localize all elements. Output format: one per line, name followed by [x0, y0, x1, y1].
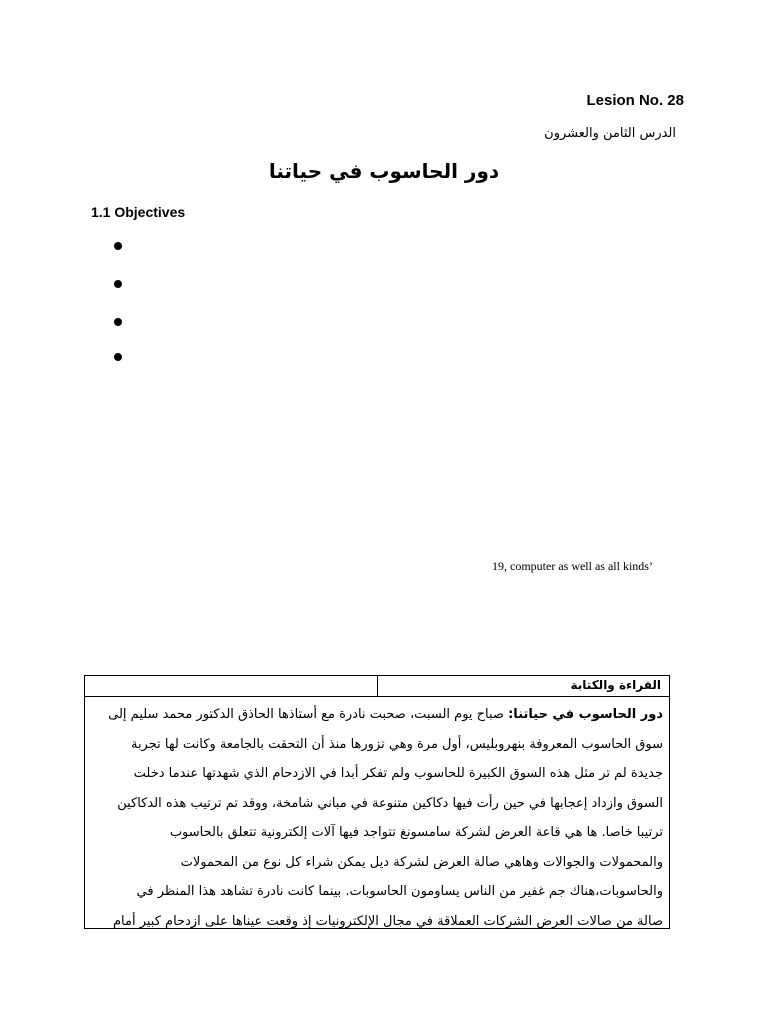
table-header-row	[85, 676, 669, 697]
passage-line: جديدة لم تر مثل هذه السوق الكبيرة للحاسوب ولم تفكر أبدا في الازدحام الذي شهدتها عندما دخلت	[133, 766, 663, 781]
passage-line: والمحمولات والجوالات وهاهي صالة العرض لشركة ديل يمكن شراء كل نوع من المحمولات	[180, 854, 663, 870]
reading-passage	[93, 700, 663, 936]
bullet-point	[114, 318, 122, 326]
passage-line: صالة من صالات العرض الشركات العملاقة في مجال الإلكترونيات إذ وقعت عيناها على ازدحام كبير أمام	[112, 913, 663, 929]
passage-line: السوق وازداد إعجابها في حين رأت فيها دكاكين متنوعة في مباني شامخة، ووقد تم ترتيب هذه الدكاكين	[117, 795, 663, 811]
passage-line: سوق الحاسوب المعروفة بنهروبليس، أول مرة وهي تزورها منذ أن التحقت بالجامعة وكانت لها تجربة	[130, 736, 663, 752]
passage-line: دور الحاسوب في حياتنا: صباح يوم السبت، صحبت نادرة مع أستاذها الحاذق الدكتور محمد سليم إلى	[108, 707, 663, 722]
reading-table	[84, 675, 670, 929]
passage-lead: دور الحاسوب في حياتنا:	[508, 707, 663, 722]
objectives-heading: 1.1 Objectives	[91, 204, 186, 220]
lesson-number: Lesion No. 28	[586, 92, 684, 109]
bullet-point	[114, 242, 122, 250]
page-title: دور الحاسوب في حياتنا	[268, 159, 500, 183]
lesson-number-arabic: الدرس الثامن والعشرون	[544, 126, 676, 141]
column-divider	[377, 676, 378, 696]
reading-writing-label: القراءة والكتابة	[570, 678, 661, 692]
passage-line: ترتيبا خاصا. ها هي قاعة العرض لشركة سامسونغ تتواجد فيها آلات إلكترونية تتعلق بالحاسوب	[169, 825, 663, 840]
bullet-point	[114, 353, 122, 361]
passage-line: والحاسوبات،هناك جم غفير من الناس يساومون الحاسوبات. بينما كانت نادرة تشاهد هذا المنظر في	[136, 884, 663, 899]
note-text: 19, computer as well as all kinds’	[492, 559, 653, 573]
bullet-point	[114, 280, 122, 288]
